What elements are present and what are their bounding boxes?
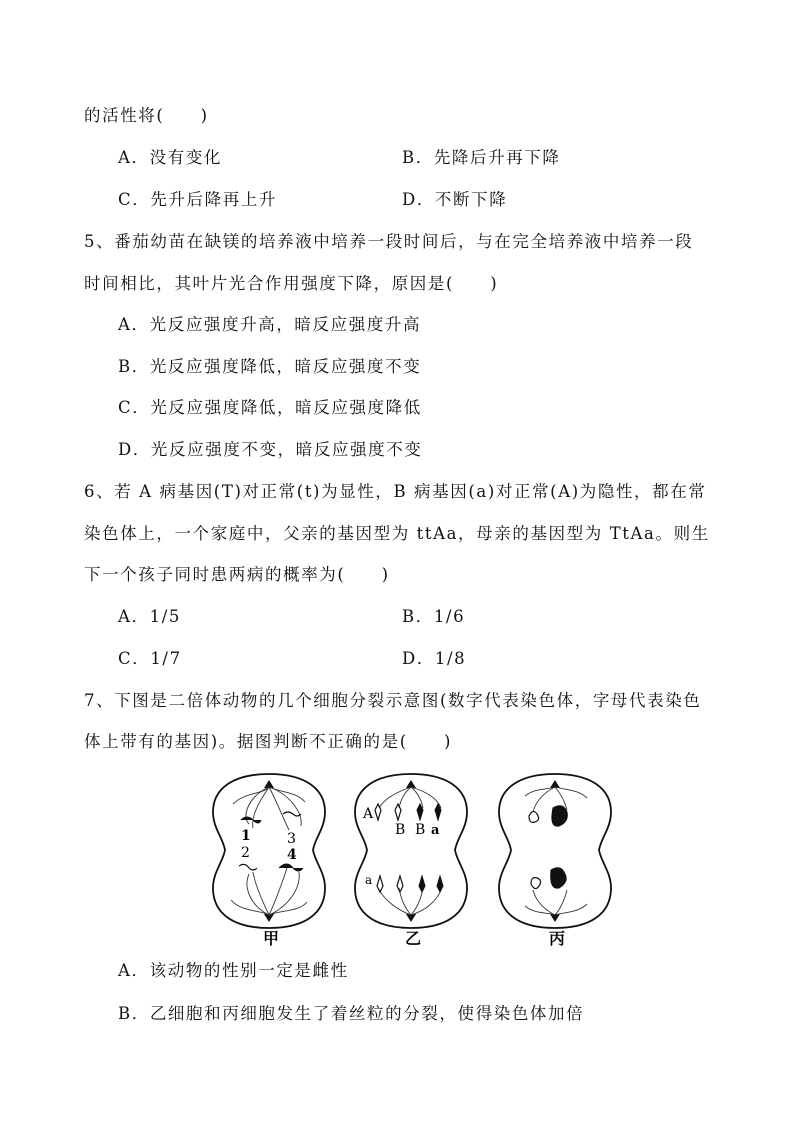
q7-option-b: B．乙细胞和丙细胞发生了着丝粒的分裂，使得染色体加倍 — [118, 1004, 585, 1023]
q4-option-c: C．先升后降再上升 — [118, 190, 278, 209]
chromosome-label: 2 — [241, 845, 250, 861]
cell-jia — [213, 774, 325, 948]
caption-jia: 甲 — [263, 929, 280, 948]
q6-option-d: D．1/8 — [402, 649, 467, 668]
question-6-line-1: 6、若 A 病基因(T)对正常(t)为显性，B 病基因(a)对正常(A)为隐性，都在常 — [84, 482, 707, 501]
q4-option-d: D．不断下降 — [402, 190, 508, 209]
chromosome-label: 3 — [287, 831, 296, 847]
q5-option-c: C．光反应强度降低，暗反应强度降低 — [118, 398, 422, 417]
q4-option-b: B．先降后升再下降 — [402, 148, 561, 167]
question-5-line-1: 5、番茄幼苗在缺镁的培养液中培养一段时间后，与在完全培养液中培养一段 — [84, 232, 694, 251]
question-6-line-3: 下一个孩子同时患两病的概率为( ) — [84, 565, 390, 584]
gene-label: A — [363, 806, 374, 822]
gene-label: B — [415, 822, 426, 838]
q7-option-a: A．该动物的性别一定是雌性 — [118, 961, 349, 980]
question-5-line-2: 时间相比，其叶片光合作用强度下降，原因是( ) — [84, 274, 499, 293]
cell-yi — [355, 774, 467, 948]
cell-division-figure — [205, 768, 625, 948]
caption-yi: 乙 — [405, 929, 422, 948]
q4-option-a: A．没有变化 — [118, 148, 223, 167]
gene-label: a — [365, 873, 373, 887]
cell-bing — [499, 774, 611, 948]
question-4-tail: 的活性将( ) — [84, 106, 209, 125]
q5-option-a: A．光反应强度升高，暗反应强度升高 — [118, 315, 422, 334]
q5-option-b: B．光反应强度降低，暗反应强度不变 — [118, 357, 422, 376]
q6-option-b: B．1/6 — [402, 607, 466, 626]
q5-option-d: D．光反应强度不变，暗反应强度不变 — [118, 440, 423, 459]
question-7-line-1: 7、下图是二倍体动物的几个细胞分裂示意图(数字代表染色体，字母代表染色 — [84, 691, 702, 710]
gene-label: a — [431, 823, 440, 838]
chromosome-label: 4 — [287, 847, 297, 863]
q6-option-a: A．1/5 — [118, 607, 181, 626]
question-7-line-2: 体上带有的基因)。据图判断不正确的是( ) — [84, 732, 453, 751]
question-6-line-2: 染色体上，一个家庭中，父亲的基因型为 ttAa，母亲的基因型为 TtAa。则生 — [84, 524, 710, 543]
chromosome-label: 1 — [241, 828, 251, 844]
q6-option-c: C．1/7 — [118, 649, 182, 668]
gene-label: B — [395, 822, 406, 838]
caption-bing: 丙 — [549, 929, 566, 948]
